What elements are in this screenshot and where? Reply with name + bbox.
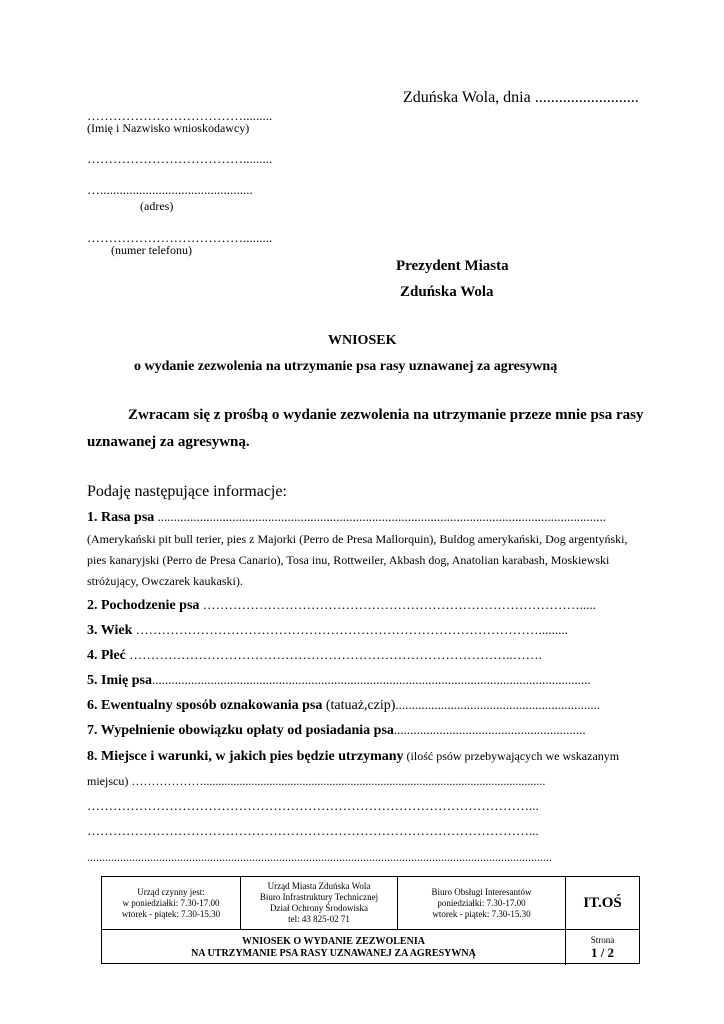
customer-service-title: Biuro Obsługi Interesantów	[431, 886, 532, 897]
field-marking-label: 6. Ewentualny sposób oznakowania psa	[87, 698, 323, 713]
phone-dots: ……………………………….........	[87, 230, 273, 245]
field-origin-label: 2. Pochodzenie psa	[87, 598, 200, 613]
field-origin-dots: …………………………………………………………………………….....	[199, 597, 596, 612]
document-title: WNIOSEK	[328, 333, 397, 348]
name-dots: ……………………………….........	[87, 108, 273, 123]
extra-line-1: …………………………………………………………………………………………...	[87, 798, 539, 813]
department-bureau: Biuro Infrastruktury Technicznej	[259, 892, 379, 902]
page-cell	[566, 930, 639, 965]
department-division: Dział Ochrony Środowiska	[270, 903, 368, 913]
address-dots: …...............................................	[87, 182, 253, 197]
phone-caption: (numer telefonu)	[111, 243, 192, 257]
department-phone: tel: 43 825-02 71	[288, 914, 350, 924]
field-age-dots: ………………………………………………………………………………….........	[132, 622, 568, 637]
request-line2: uznawanej za agresywną.	[87, 434, 250, 450]
form-code: IT.OŚ	[583, 894, 622, 911]
footer-table	[101, 876, 640, 964]
page-label: Strona	[590, 934, 615, 945]
office-hours-cell	[102, 877, 241, 929]
department-office: Urząd Miasta Zduńska Wola	[267, 881, 371, 891]
office-hours-monday: w poniedziałki: 7.30-17.00	[122, 897, 220, 908]
field-breed-label: 1. Rasa psa	[87, 510, 155, 525]
footer-row-title	[102, 930, 639, 965]
code-cell	[566, 877, 639, 929]
field-age-label: 3. Wiek	[87, 623, 133, 638]
field-fee-dots: ...........................................................	[393, 722, 586, 737]
name-dots-2: ……………………………….........	[87, 151, 273, 166]
form-title-line1: WNIOSEK O WYDANIE ZEZWOLENIA	[242, 935, 425, 947]
document-subtitle: o wydanie zezwolenia na utrzymanie psa rasy uznawanej za agresywną	[134, 359, 558, 374]
request-line1: Zwracam się z prośbą o wydanie zezwolenia na utrzymanie przeze mnie psa rasy	[128, 407, 644, 423]
department-cell	[241, 877, 398, 929]
field-breed-dots: ..........................................................................................................................................	[154, 509, 607, 524]
extra-line-2: …………………………………………………………………………………………...	[87, 823, 539, 838]
field-place-label: 8. Miejsce i warunki, w jakich pies będzie utrzymany	[87, 749, 404, 764]
field-dog-name	[87, 672, 591, 689]
field-fee	[87, 722, 586, 739]
breed-note-line2: pies kanaryjski (Perro de Presa Canario), Tosa inu, Rottweiler, Akbash dog, Anatolian karabash, Moskiewski	[87, 553, 610, 567]
address-caption: (adres)	[140, 199, 174, 213]
recipient-line2: Zduńska Wola	[400, 284, 494, 300]
field-marking	[87, 697, 600, 714]
form-title-line2: NA UTRZYMANIE PSA RASY UZNAWANEJ ZA AGRESYWNĄ	[191, 947, 476, 959]
field-place-continuation: miejscu) ………………..................................................................................................................	[87, 774, 546, 788]
field-origin	[87, 597, 596, 614]
name-caption: (Imię i Nazwisko wnioskodawcy)	[87, 121, 250, 135]
office-hours-title: Urząd czynny jest:	[137, 886, 205, 897]
info-intro: Podaję następujące informacje:	[87, 483, 287, 500]
field-sex-dots: ……………………………………………………………………………..…….	[125, 647, 542, 662]
field-marking-dots: ...............................................................	[395, 697, 601, 712]
field-marking-extra: (tatuaż,czip)	[322, 698, 396, 713]
place-date: Zduńska Wola, dnia ..........................	[403, 89, 639, 106]
customer-service-cell	[398, 877, 566, 929]
field-place-extra: (ilość psów przebywających we wskazanym	[403, 749, 620, 763]
customer-service-monday: poniedziałki: 7.30-17.00	[437, 897, 526, 908]
field-place	[87, 747, 619, 765]
page-number: 1 / 2	[590, 944, 615, 960]
field-dog-name-label: 5. Imię psa	[87, 673, 152, 688]
field-sex	[87, 647, 542, 664]
extra-line-3: ...........................................................................................................................................................	[87, 850, 552, 864]
form-title-cell	[102, 930, 566, 965]
field-dog-name-dots: .......................................................................................................................................	[151, 672, 591, 687]
field-fee-label: 7. Wypełnienie obowiązku opłaty od posiadania psa	[87, 723, 394, 738]
footer-row-info	[102, 877, 639, 930]
field-breed	[87, 509, 606, 526]
customer-service-tue-fri: wtorek - piątek: 7.30-15.30	[432, 908, 531, 919]
office-hours-tue-fri: wtorek - piątek: 7.30-15.30	[121, 908, 221, 919]
breed-note-line1: (Amerykański pit bull terier, pies z Majorki (Perro de Presa Mallorquin), Buldog amerykański, Dog argentyński,	[87, 532, 628, 546]
breed-note-line3: stróżujący, Owczarek kaukaski).	[87, 574, 243, 588]
recipient-line1: Prezydent Miasta	[396, 258, 509, 274]
field-sex-label: 4. Płeć	[87, 648, 126, 663]
field-age	[87, 622, 568, 639]
